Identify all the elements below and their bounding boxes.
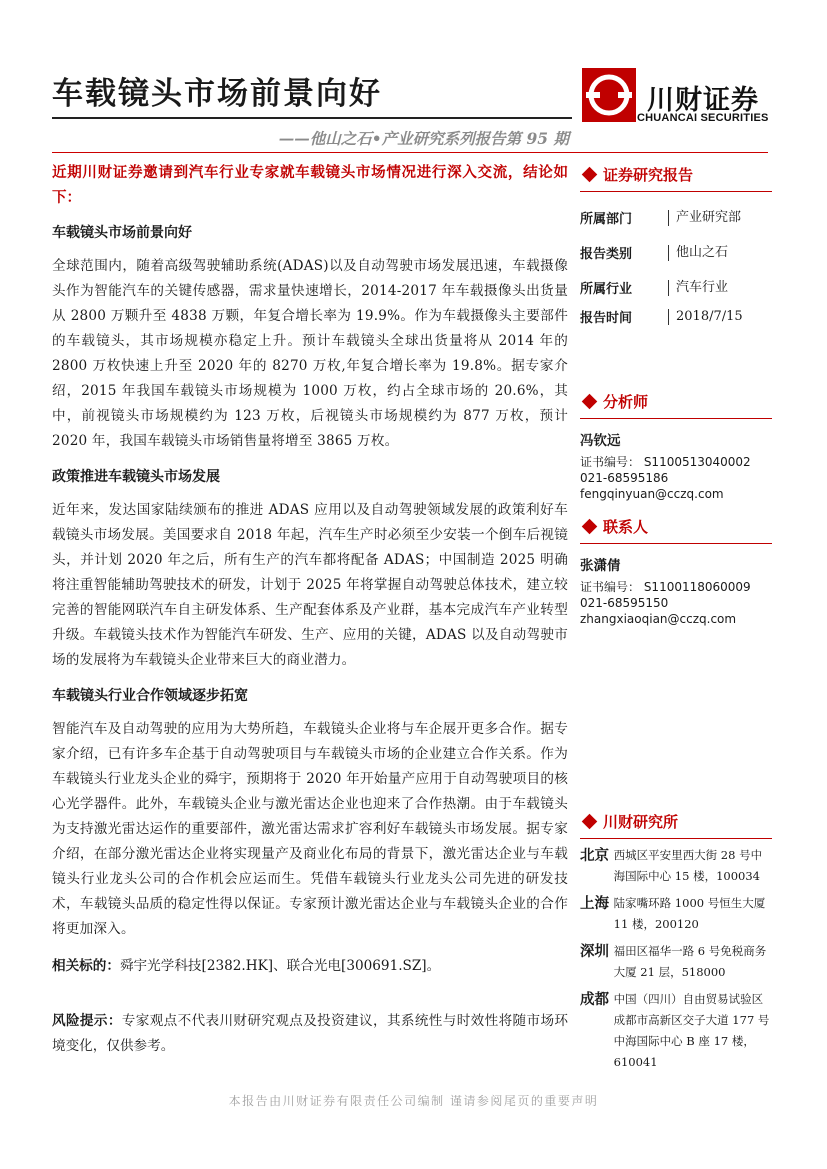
diamond-icon bbox=[582, 519, 598, 535]
section-title: 车载镜头行业合作领域逐步拓宽 bbox=[52, 688, 248, 704]
title-divider bbox=[52, 117, 572, 119]
company-name: 川财证券 bbox=[647, 85, 759, 116]
report-info-heading: 证券研究报告 bbox=[580, 164, 772, 192]
related-text: 舜宇光学科技[2382.HK]、联合光电[300691.SZ]。 bbox=[119, 958, 441, 974]
office-shanghai: 上海 陆家嘴环路 1000 号恒生大厦 11 楼，200120 bbox=[580, 895, 766, 931]
contact-phone: 021-68595150 bbox=[580, 596, 669, 610]
report-body bbox=[52, 160, 568, 1059]
diamond-icon bbox=[582, 814, 598, 830]
analyst-name: 冯钦远 bbox=[580, 433, 621, 449]
analyst-phone: 021-68595186 bbox=[580, 471, 669, 485]
header-divider bbox=[52, 152, 768, 153]
analyst-heading: 分析师 bbox=[580, 391, 772, 419]
analyst-card bbox=[580, 433, 772, 502]
analyst-email[interactable]: fengqinyuan@cczq.com bbox=[580, 487, 724, 501]
contact-card bbox=[580, 558, 772, 627]
office-chengdu: 成都 中国（四川）自由贸易试验区成都市高新区交子大道 177 号中海国际中心 B 座 17 楼，610041 bbox=[580, 991, 770, 1069]
info-row: 报告类别 他山之石 bbox=[580, 244, 729, 262]
company-name-en: CHUANCAI SECURITIES bbox=[637, 112, 769, 124]
section-title: 车载镜头市场前景向好 bbox=[52, 225, 192, 241]
diamond-icon bbox=[582, 167, 598, 183]
series-subtitle: ——他山之石•产业研究系列报告第 95 期 bbox=[278, 129, 569, 148]
risk-text: 专家观点不代表川财研究观点及投资建议，其系统性与时效性将随市场环境变化，仅供参考。 bbox=[52, 1013, 569, 1054]
institute-panel bbox=[580, 811, 772, 1073]
institute-heading: 川财研究所 bbox=[580, 811, 772, 839]
risk-warning bbox=[52, 1009, 568, 1059]
page-title: 车载镜头市场前景向好 bbox=[52, 76, 382, 112]
diamond-icon bbox=[582, 394, 598, 410]
contact-heading: 联系人 bbox=[580, 516, 772, 544]
contact-email[interactable]: zhangxiaoqian@cczq.com bbox=[580, 612, 737, 626]
analyst-cert: 证书编号： S1100513040002 bbox=[580, 455, 751, 469]
info-row: 报告时间 2018/7/15 bbox=[580, 308, 743, 326]
company-logo-icon bbox=[582, 68, 636, 122]
section-paragraph: 智能汽车及自动驾驶的应用为大势所趋，车载镜头企业将与车企展开更多合作。据专家介绍，已有许多车企基于自动驾驶项目与车载镜头市场的企业建立合作关系。作为车载镜头行业龙头企业的舜宇，预期将于 2020 年开始量产应用于自动驾驶项目的核心光学器件。此外，车载镜头企业与激光雷达企业也迎来了合作热潮。由于车载镜头为支持激光雷达运作的重要部件，激光雷达需求扩容利好车载镜头市场发展。据专家介绍，在部分激光雷达企业将实现量产及商业化布局的背景下，激光雷达企业与车载镜头行业龙头公司的合作机会应运而生。凭借车载镜头行业龙头公司先进的研发技术，车载镜头品质的稳定性得以保证。专家预计激光雷达企业与车载镜头企业的合作将更加深入。 bbox=[52, 721, 568, 937]
report-info-panel bbox=[580, 164, 772, 326]
contact-name: 张潇倩 bbox=[580, 558, 621, 574]
risk-label: 风险提示： bbox=[52, 1013, 122, 1029]
section-paragraph: 近年来，发达国家陆续颁布的推进 ADAS 应用以及自动驾驶领域发展的政策利好车载镜头市场发展。美国要求自 2018 年起，汽车生产时必须至少安装一个倒车后视镜头，并计划 2020 年之后，所有生产的汽车都将配备 ADAS；中国制造 2025 明确将注重智能辅助驾驶技术的研发，计划于 2025 年将掌握自动驾驶总体技术，建立较完善的智能网联汽车自主研发体系、生产配套体系及产业群，基本完成汽车产业转型升级。车载镜头技术作为智能汽车研发、生产、应用的关键，ADAS 以及自动驾驶市场的发展将为车载镜头企业带来巨大的商业潜力。 bbox=[52, 502, 568, 668]
contact-panel bbox=[580, 516, 772, 627]
info-row: 所属部门 产业研究部 bbox=[580, 209, 742, 227]
section-paragraph: 全球范围内，随着高级驾驶辅助系统(ADAS)以及自动驾驶市场发展迅速，车载摄像头作为智能汽车的关键传感器，需求量快速增长，2014-2017 年车载摄像头出货量从 2800 万颗升至 4838 万颗，年复合增长率为 19.9%。作为车载摄像头主要部件的车载镜头，其市场规模亦稳定上升。预计车载镜头全球出货量将从 2014 年的 2800 万枚快速上升至 2020 年的 8270 万枚,年复合增长率为 19.8%。据专家介绍，2015 年我国车载镜头市场规模为 1000 万枚，约占全球市场的 20.6%，其中，前视镜头市场规模约为 123 万枚，后视镜头市场规模约为 877 万枚，预计 2020 年，我国车载镜头市场销售量将增至 3865 万枚。 bbox=[52, 258, 568, 449]
info-row: 所属行业 汽车行业 bbox=[580, 279, 729, 297]
related-stocks bbox=[52, 954, 568, 979]
section-title: 政策推进车载镜头市场发展 bbox=[52, 469, 220, 485]
page-footer: 本报告由川财证券有限责任公司编制 谨请参阅尾页的重要声明 bbox=[228, 1094, 599, 1108]
related-label: 相关标的： bbox=[52, 958, 120, 974]
office-beijing: 北京 西城区平安里西大街 28 号中海国际中心 15 楼，100034 bbox=[580, 847, 763, 883]
office-shenzhen: 深圳 福田区福华一路 6 号免税商务大厦 21 层，518000 bbox=[580, 943, 767, 979]
contact-cert: 证书编号： S1100118060009 bbox=[580, 580, 751, 594]
analyst-panel bbox=[580, 391, 772, 502]
intro-summary: 近期川财证券邀请到汽车行业专家就车载镜头市场情况进行深入交流，结论如下： bbox=[52, 164, 568, 206]
